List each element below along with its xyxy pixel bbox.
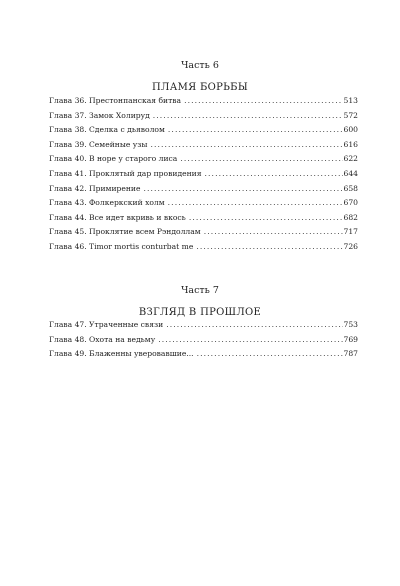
toc-entry — [49, 182, 358, 197]
dot-leader — [189, 211, 343, 226]
page-number: 658 — [343, 183, 358, 193]
dot-leader — [153, 109, 343, 124]
chapter-title: Охота на ведьму — [89, 334, 156, 344]
chapter-number: Глава 38. — [49, 125, 87, 135]
dot-leader — [158, 333, 342, 348]
chapter-title: Семейные узы — [89, 139, 148, 149]
chapter-title: Замок Холируд — [89, 110, 150, 120]
part-7-header — [0, 285, 400, 319]
page-number: 726 — [343, 241, 358, 251]
chapter-number: Глава 36. — [49, 96, 87, 105]
part-heading: ПЛАМЯ БОРЬБЫ — [152, 82, 248, 93]
dot-leader — [205, 167, 343, 182]
page-number: 769 — [343, 334, 358, 344]
page-number: 787 — [343, 349, 358, 359]
chapter-number: Глава 43. — [49, 198, 87, 208]
page-number: 670 — [343, 198, 358, 208]
part-heading: ВЗГЛЯД В ПРОШЛОЕ — [138, 307, 262, 318]
part-6-header — [0, 60, 400, 94]
toc-entry — [49, 167, 358, 182]
dot-leader — [166, 318, 342, 333]
chapter-number: Глава 44. — [49, 212, 87, 222]
toc-entry — [49, 109, 358, 124]
dot-leader — [180, 152, 342, 167]
chapter-title: Проклятие всем Рэндоллам — [89, 227, 201, 237]
dot-leader — [184, 94, 342, 109]
chapter-title: Примирение — [89, 183, 141, 193]
dot-leader — [143, 182, 342, 197]
part-label: Часть 7 — [181, 285, 219, 296]
part-label: Часть 6 — [181, 60, 219, 71]
page-number: 682 — [343, 212, 358, 222]
chapter-title: Сделка с дьяволом — [89, 125, 165, 135]
toc-entry — [49, 225, 358, 240]
chapter-title: Блаженны уверовавшие... — [89, 349, 194, 359]
chapter-title: Проклятый дар провидения — [89, 168, 202, 178]
chapter-title: Фолкеркский холм — [89, 198, 165, 208]
chapter-title: В норе у старого лиса — [89, 154, 178, 164]
chapter-number: Глава 41. — [49, 168, 87, 178]
dot-leader — [204, 225, 343, 240]
chapter-title: Престонпанская битва — [89, 96, 182, 105]
chapter-number: Глава 39. — [49, 139, 87, 149]
page-number: 717 — [343, 227, 358, 237]
chapter-number: Глава 42. — [49, 183, 87, 193]
toc-entry — [49, 138, 358, 153]
toc-entry — [49, 333, 358, 348]
page-number: 572 — [343, 110, 358, 120]
toc-entry — [49, 318, 358, 333]
chapter-number: Глава 48. — [49, 334, 87, 344]
toc-entry — [49, 94, 358, 109]
toc-entry — [49, 152, 358, 167]
page-number: 616 — [343, 139, 358, 149]
toc-entry — [49, 240, 358, 255]
page-number: 644 — [343, 168, 358, 178]
chapter-number: Глава 47. — [49, 320, 87, 329]
chapter-number: Глава 45. — [49, 227, 87, 237]
toc-entry — [49, 347, 358, 362]
page-number: 600 — [343, 125, 358, 135]
toc-entry — [49, 211, 358, 226]
chapter-title: Все идет вкривь и вкось — [89, 212, 186, 222]
toc-entry — [49, 123, 358, 138]
dot-leader — [150, 138, 342, 153]
chapter-number: Глава 37. — [49, 110, 87, 120]
toc-part-7 — [49, 318, 358, 362]
dot-leader — [197, 347, 343, 362]
chapter-number: Глава 40. — [49, 154, 87, 164]
chapter-number: Глава 49. — [49, 349, 87, 359]
dot-leader — [196, 240, 342, 255]
chapter-title: Timor mortis conturbat me — [89, 241, 194, 251]
toc-entry — [49, 196, 358, 211]
toc-part-6 — [49, 94, 358, 255]
dot-leader — [168, 196, 343, 211]
page-number: 622 — [343, 154, 358, 164]
chapter-number: Глава 46. — [49, 241, 87, 251]
page-number: 513 — [343, 96, 358, 105]
chapter-title: Утраченные связи — [89, 320, 164, 329]
page-number: 753 — [343, 320, 358, 329]
dot-leader — [168, 123, 343, 138]
